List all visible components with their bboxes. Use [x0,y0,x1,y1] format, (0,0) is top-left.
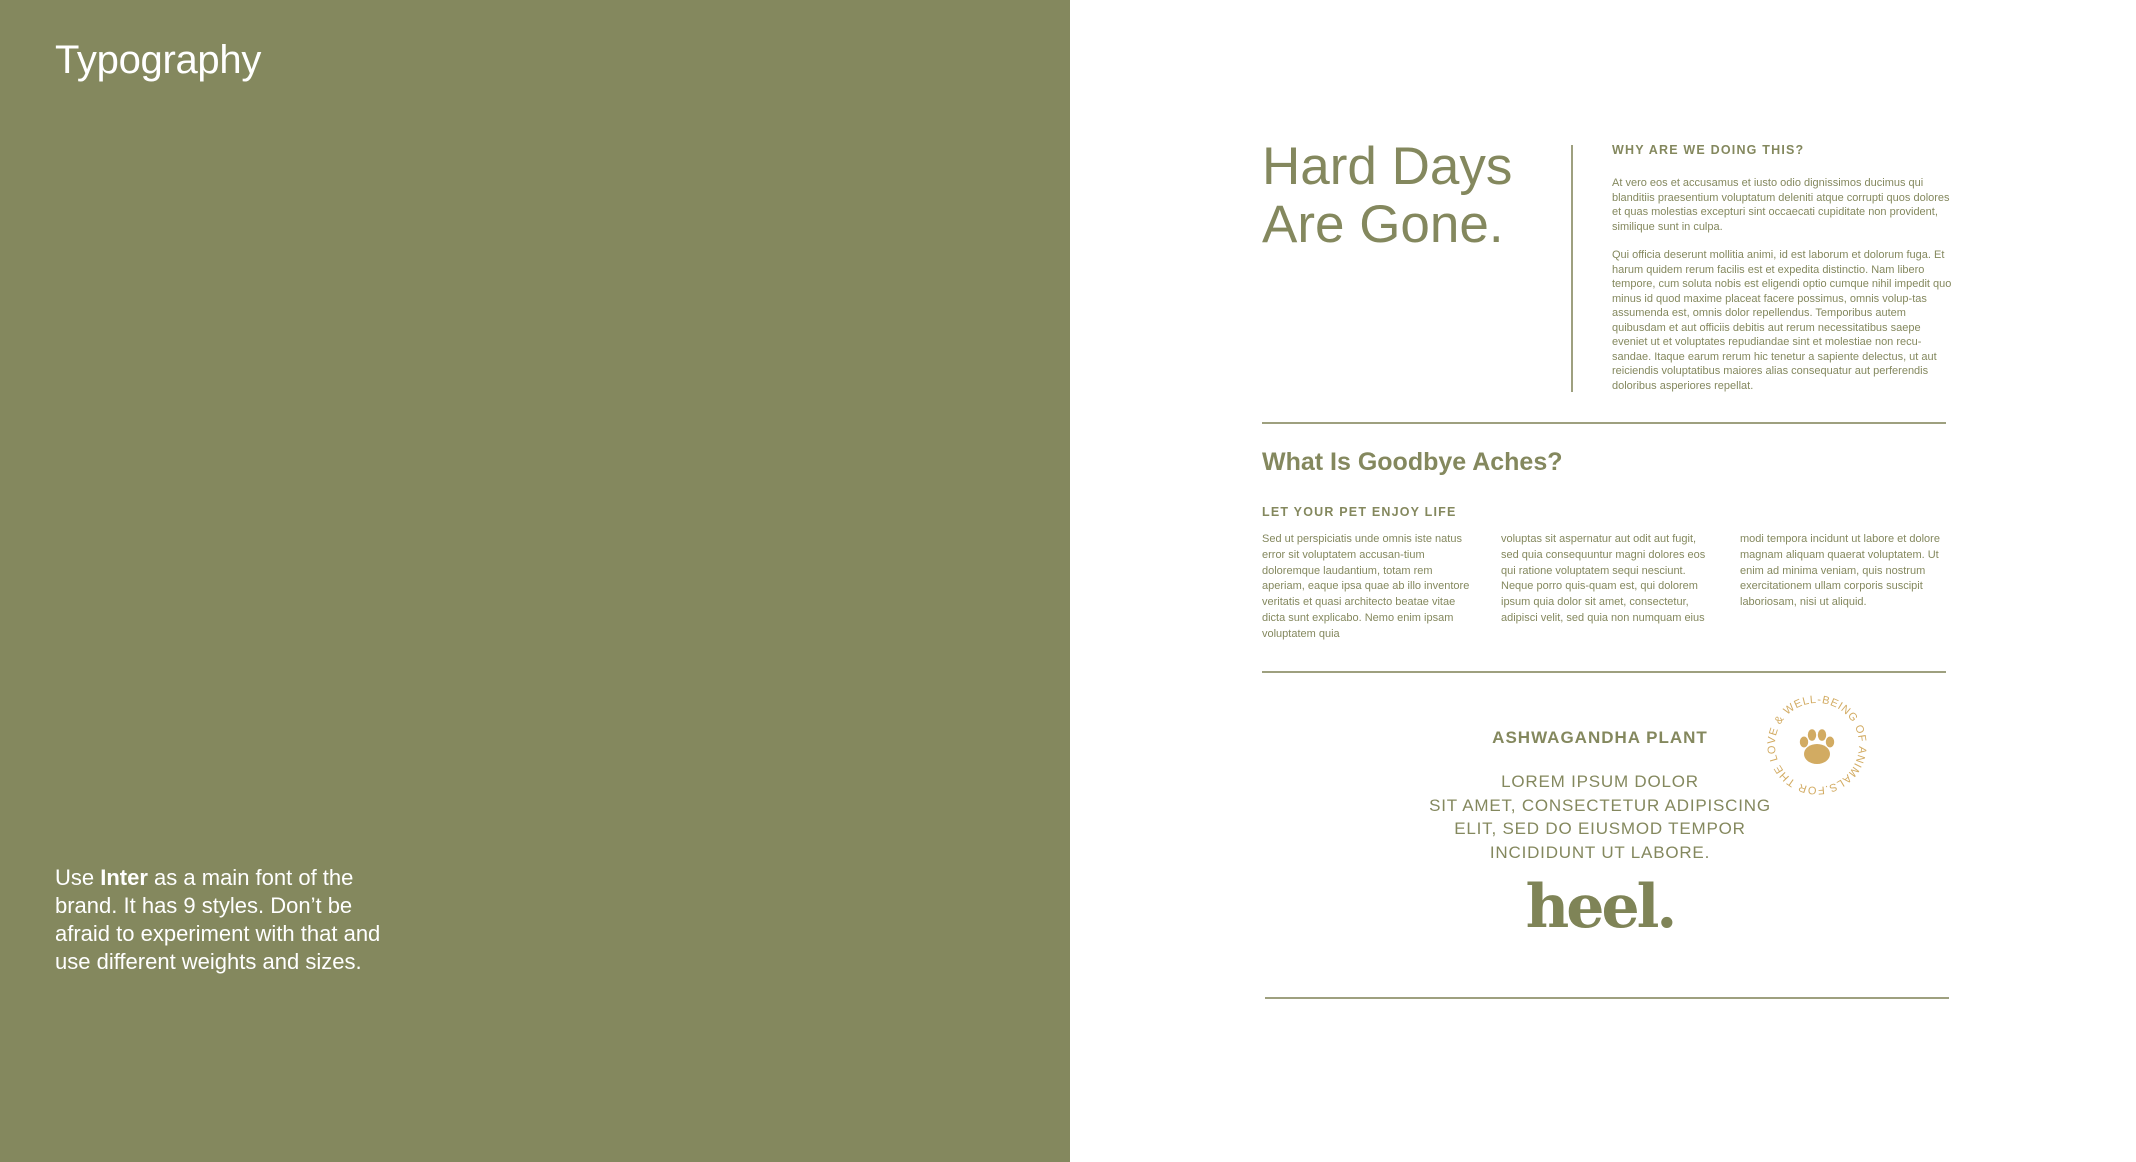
tagline-line-3: ELIT, SED DO EIUSMOD TEMPOR [1454,819,1746,838]
divider-3 [1265,997,1949,999]
intro-pre: Use [55,865,101,890]
product-tagline [1380,770,1820,864]
body-column-2: voluptas sit aspernatur aut odit aut fugit, sed quia consequuntur magni dolores eos qui ratione voluptatem sequi nesciunt. Neque porro quis-quam est, qui dolorem ipsum quia dolor sit amet, consectetur, adipisci velit, sed quia non numquam eius [1501,533,1706,624]
why-paragraph-2: Qui officia deserunt mollitia animi, id est laborum et dolorum fuga. Et harum quidem rerum facilis est et expedita distinctio. Nam libero tempore, cum soluta nobis est eligendi optio cumque nihil impedit quo minus id quod maxime placeat facere possimus, omnis volup-tas assumenda est, omnis dolor repellendus. Temporibus autem quibusdam et aut officiis debitis aut rerum necessitatibus saepe eveniet ut et voluptates repudiandae sint et molestiae non recu-sandae. Itaque earum rerum hic tenetur a sapiente delectus, ut aut reiciendis voluptatibus maiores alias consequatur aut perferendis doloribus asperiores repellat. [1612,249,1952,392]
brand-logo: heel. [1525,872,1675,942]
section-heading: What Is Goodbye Aches? [1262,448,1563,476]
section-subheading: LET YOUR PET ENJOY LIFE [1262,505,1457,519]
hero-line-2: Are Gone. [1262,195,1504,254]
divider-2 [1262,671,1946,673]
paw-icon [1800,729,1834,764]
body-column-3: modi tempora incidunt ut labore et dolore magnam aliquam quaerat voluptatem. Ut enim ad minima veniam, quis nostrum exercitationem ullam corporis suscipit laboriosam, nisi ut aliquid. [1740,533,1940,609]
hero-line-1: Hard Days [1262,137,1513,196]
vertical-divider [1571,145,1573,392]
badge-seal-svg [1762,690,1872,800]
why-heading: WHY ARE WE DOING THIS? [1612,143,1805,157]
badge-text: FOR THE LOVE & WELL-BEING OF ANIMALS. [1765,693,1869,797]
body-column-1: Sed ut perspiciatis unde omnis iste natus error sit voluptatem accusan-tium doloremque laudantium, totam rem aperiam, eaque ipsa quae ab illo inventore veritatis et quasi architecto beatae vitae dicta sunt explicabo. Nemo enim ipsam voluptatem quia [1262,533,1470,640]
hero-title [1262,138,1562,254]
why-paragraph-1: At vero eos et accusamus et iusto odio dignissimos ducimus qui blanditiis praesentium voluptatum deleniti atque corrupti quos dolores et quas molestias excepturi sint occaecati cupiditate non provident, similique sunt in culpa. [1612,177,1950,233]
badge-seal [1762,690,1872,800]
font-name: Inter [100,865,148,890]
product-name: ASHWAGANDHA PLANT [1492,728,1708,747]
intro-text [55,864,395,976]
tagline-line-2: SIT AMET, CONSECTETUR ADIPISCING [1429,795,1771,815]
page-title: Typography [55,38,262,82]
divider-1 [1262,422,1946,424]
tagline-line-4: INCIDIDUNT UT LABORE. [1489,842,1711,862]
tagline-line-1: LOREM IPSUM DOLOR [1501,772,1699,791]
intro-post: as a main font of the brand. It has 9 styles. Don’t be afraid to experiment with that and use different weights and sizes. [55,865,381,974]
